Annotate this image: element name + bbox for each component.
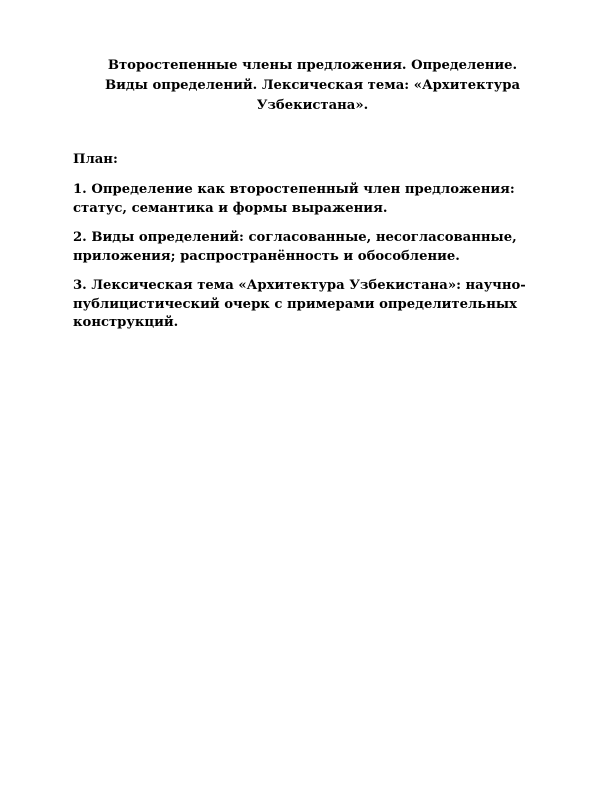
- plan-item: [73, 277, 563, 333]
- plan-item-line: конструкций.: [73, 315, 179, 330]
- plan-item-line: 2. Виды определений: согласованные, несогласованные,: [73, 230, 517, 245]
- plan-item: [73, 229, 563, 266]
- plan-item-line: публицистический очерк с примерами определительных: [73, 296, 517, 312]
- plan-list: [73, 181, 563, 344]
- document-title: [70, 56, 555, 116]
- title-line: Виды определений. Лексическая тема: «Архитектура: [104, 78, 521, 93]
- plan-item: [73, 181, 563, 218]
- plan-item-line: 3. Лексическая тема «Архитектура Узбекистана»: научно-: [73, 278, 526, 293]
- plan-item-line: статус, семантика и формы выражения.: [73, 200, 388, 216]
- plan-heading: План:: [73, 152, 118, 167]
- title-line: Второстепенные члены предложения. Определение.: [107, 58, 518, 73]
- plan-item-line: приложения; распространённость и обособление.: [73, 248, 460, 264]
- title-line: Узбекистана».: [256, 98, 369, 113]
- plan-item-line: 1. Определение как второстепенный член предложения:: [73, 182, 515, 197]
